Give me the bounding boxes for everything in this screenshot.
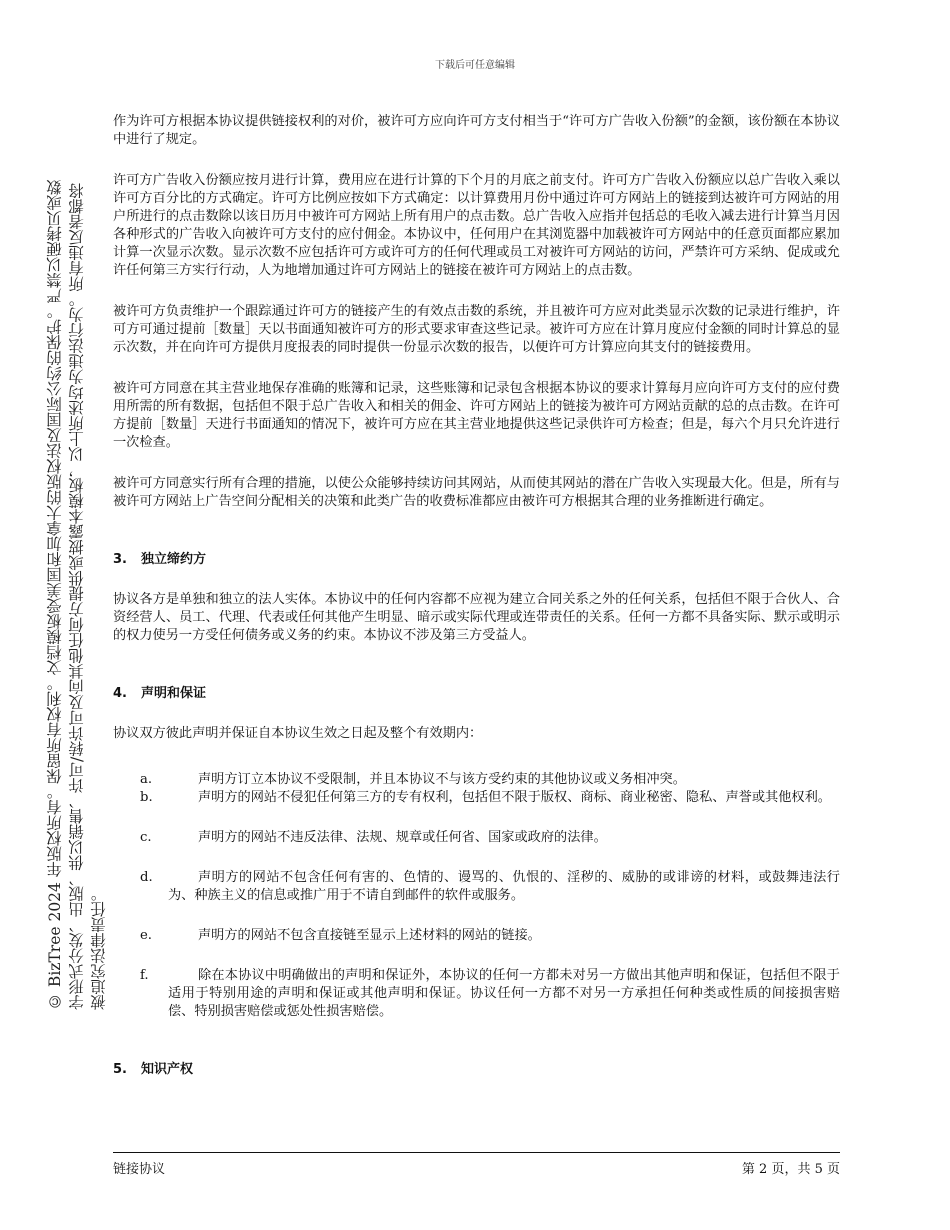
footer-page-number: 第 2 页，共 5 页 [741, 1162, 840, 1177]
section-heading-4 [113, 685, 840, 703]
list-letter: f. [140, 968, 149, 983]
paragraph: 被许可方同意在其主营业地保存准确的账簿和记录，这些账簿和记录包含根据本协议的要求计算每月应向许可方支付的应付费用所需的所有数据，包括但不限于总广告收入和相关的佣金、许可方网站上的链接为被许可方网站贡献的总的点击数。在许可方提前［数量］天进行书面通知的情况下，被许可方应在其主营业地提供这些记录供许可方检查；但是，每六个月只允许进行一次检查。 [113, 381, 840, 450]
list-text: 声明方的网站不违反法律、法规、规章或任何省、国家或政府的法律。 [198, 830, 607, 845]
paragraph: 许可方广告收入份额应按月进行计算，费用应在进行计算的下个月的月底之前支付。许可方广告收入份额应以总广告收入乘以许可方百分比的方式确定。许可方比例应按如下方式确定：以计算费用月份中通过许可方网站上的链接到达被许可方网站的用户所进行的点击数除以该日历月中被许可方网站上所有用户的点击数。总广告收入应指并包括总的毛收入减去进行计算当月因各种形式的广告收入向被许可方支付的应付佣金。本协议中，任何用户在其浏览器中加载被许可方网站中的任意页面都应累加计算一次显示次数。显示次数不应包括许可方或许可方的任何代理或员工对被许可方网站的访问，严禁许可方采纳、促成或允许任何第三方实行行动，人为地增加通过许可方网站上的链接在被许可方网站上的点击数。 [113, 173, 840, 278]
warranty-list [113, 771, 840, 1021]
list-text: 除在本协议中明确做出的声明和保证外，本协议的任何一方都未对另一方做出其他声明和保证，包括但不限于适用于特别用途的声明和保证或其他声明和保证。协议任何一方都不对另一方承担任何种类或性质的间接损害赔偿、特别损害赔偿或惩处性损害赔偿。 [168, 968, 840, 1019]
section-number: 4. [113, 686, 127, 701]
paragraph: 被许可方同意实行所有合理的措施，以使公众能够持续访问其网站，从而使其网站的潜在广告收入实现最大化。但是，所有与被许可方网站上广告空间分配相关的决策和此类广告的收费标准都应由被许可方根据其合理的业务推断进行确定。 [113, 476, 840, 509]
list-text: 声明方的网站不侵犯任何第三方的专有权利，包括但不限于版权、商标、商业秘密、隐私、声誉或其他权利。 [198, 790, 831, 805]
list-item [113, 869, 840, 905]
copyright-notice [44, 10, 124, 1010]
section-title: 知识产权 [141, 1062, 194, 1077]
list-item [113, 927, 840, 945]
copyright-line: 字形式分发、出版、供以销售、许可/转许可及向其他任何方提供或披露本模板，以上所述均为违法行为。所有违反者都将 [68, 183, 86, 1010]
paragraph: 协议各方是单独和独立的法人实体。本协议中的任何内容都不应视为建立合同关系之外的任何关系，包括但不限于合伙人、合资经营人、员工、代理、代表或任何其他产生明显、暗示或实际代理或连带责任的关系。任何一方都不具备实际、默示或明示的权力使另一方受任何债务或义务的约束。本协议不涉及第三方受益人。 [113, 592, 840, 643]
list-item [113, 789, 840, 807]
list-text: 声明方的网站不包含任何有害的、色情的、谩骂的、仇恨的、淫秽的、威胁的或诽谤的材料，或鼓舞违法行为、种族主义的信息或推广用于不请自到邮件的软件或服务。 [168, 870, 840, 903]
section-title: 独立缔约方 [141, 552, 207, 567]
footer-document-title: 链接协议 [113, 1162, 166, 1177]
paragraph: 作为许可方根据本协议提供链接权利的对价，被许可方应向许可方支付相当于“许可方广告收入份额”的金额，该份额在本协议中进行了规定。 [113, 114, 840, 147]
section-number: 3. [113, 552, 127, 567]
section-heading-5 [113, 1061, 840, 1079]
list-letter: c. [140, 830, 152, 845]
page-header: 下载后可任意编辑 [435, 60, 515, 71]
list-item [113, 967, 840, 1021]
list-item [113, 829, 840, 847]
paragraph: 被许可方负责维护一个跟踪通过许可方的链接产生的有效点击数的系统，并且被许可方应对此类显示次数的记录进行维护，许可方可通过提前［数量］天以书面通知被许可方的形式要求审查这些记录。被许可方应在计算月度应付金额的同时计算总的显示次数，并在向许可方提供月度报表的同时提供一份显示次数的报告，以便许可方计算应向其支付的链接费用。 [113, 304, 840, 355]
list-letter: b. [140, 790, 153, 805]
section-heading-3 [113, 551, 840, 569]
list-text: 声明方的网站不包含直接链至显示上述材料的网站的链接。 [198, 928, 541, 943]
list-item [113, 771, 840, 789]
copyright-line: © BizTree 2024 年版权所有。保留所有权利。文档模板受美国和加拿大的版权法及国际公约的保护。严禁以硬拷贝或数 [46, 179, 64, 1010]
list-text: 声明方订立本协议不受限制，并且本协议不与该方受约束的其他协议或义务相冲突。 [198, 772, 686, 787]
footer-divider [113, 1152, 840, 1153]
section-number: 5. [113, 1062, 127, 1077]
list-letter: a. [140, 772, 153, 787]
list-letter: e. [140, 928, 152, 943]
section-title: 声明和保证 [141, 686, 207, 701]
copyright-line: 被追究法律责任。 [90, 886, 108, 1010]
section-intro: 协议双方彼此声明并保证自本协议生效之日起及整个有效期内： [113, 726, 483, 741]
document-body [113, 113, 840, 1101]
list-letter: d. [140, 870, 153, 885]
